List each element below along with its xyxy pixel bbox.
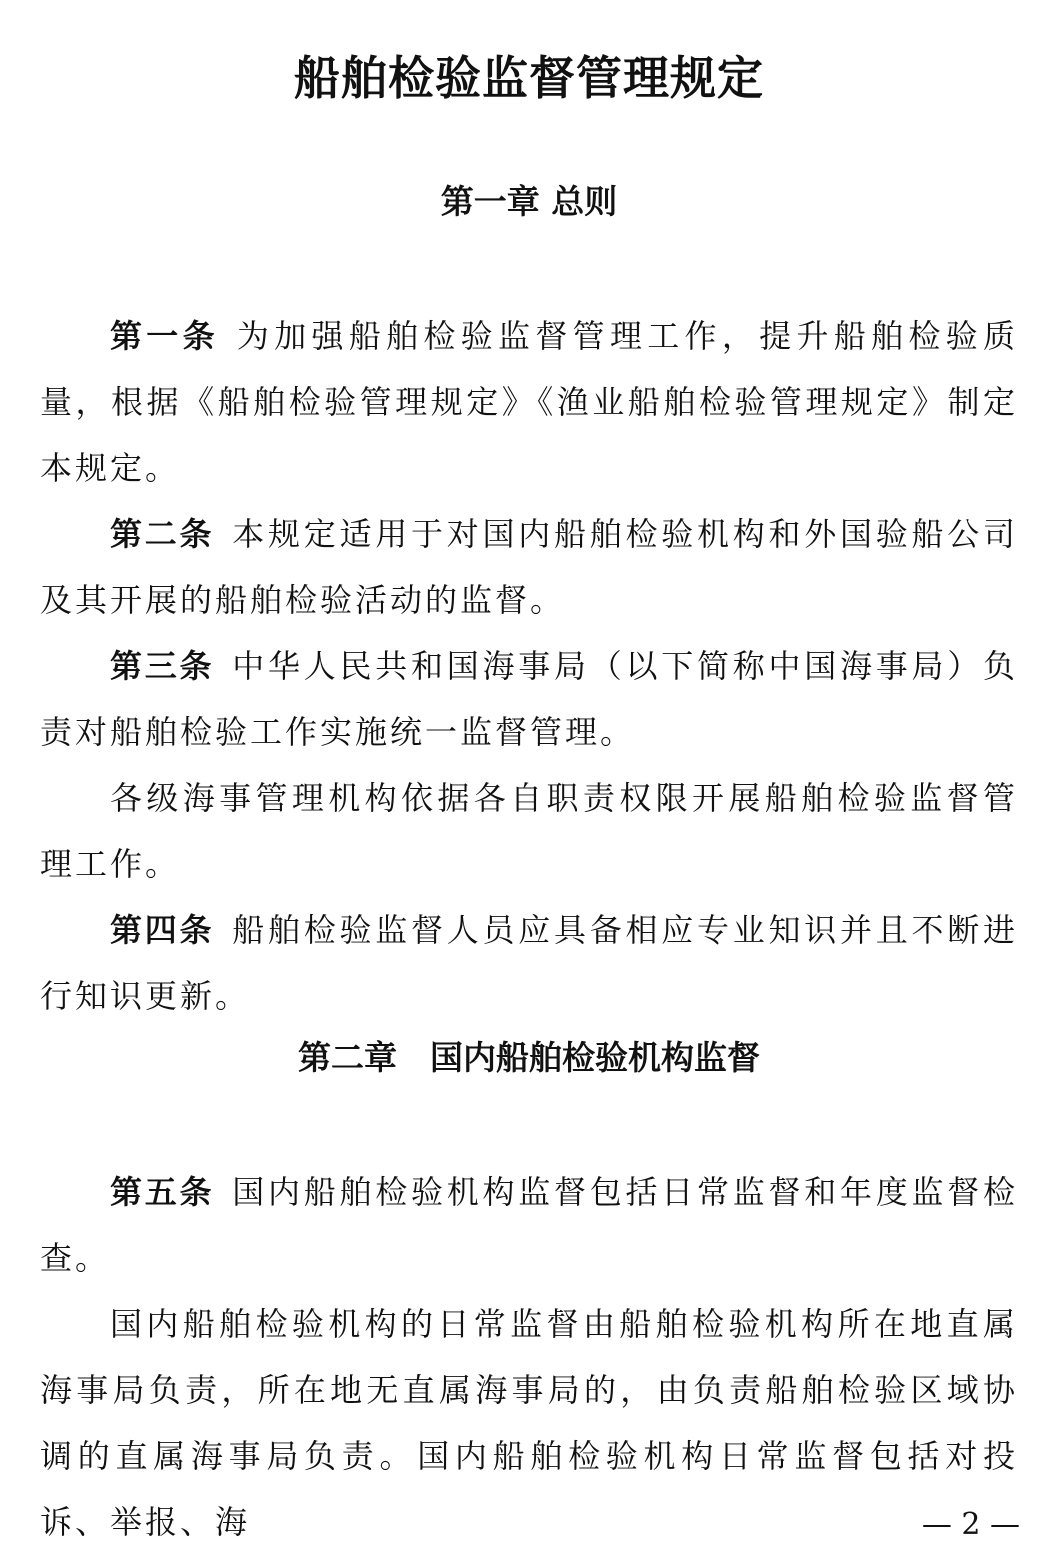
document-title: 船舶检验监督管理规定 [294,51,764,105]
article-4-label: 第四条 [110,911,215,949]
article-5 [40,1159,1018,1291]
article-2-text: 本规定适用于对国内船舶检验机构和外国验船公司及其开展的船舶检验活动的监督。 [40,515,1018,619]
article-4 [40,897,1018,1029]
article-3 [40,633,1018,765]
article-5-label: 第五条 [110,1173,215,1211]
article-3-paragraph-2-text: 各级海事管理机构依据各自职责权限开展船舶检验监督管理工作。 [40,779,1018,883]
article-2-label: 第二条 [110,515,215,553]
article-5-paragraph-2 [40,1291,1018,1555]
article-5-paragraph-2-text: 国内船舶检验机构的日常监督由船舶检验机构所在地直属海事局负责，所在地无直属海事局的，由负责船舶检验区域协调的直属海事局负责。国内船舶检验机构日常监督包括对投诉、举报、海 [40,1305,1018,1541]
article-3-text: 中华人民共和国海事局（以下简称中国海事局）负责对船舶检验工作实施统一监督管理。 [40,647,1018,751]
article-1-text: 为加强船舶检验监督管理工作，提升船舶检验质量，根据《船舶检验管理规定》《渔业船舶检验管理规定》制定本规定。 [40,317,1018,487]
chapter-2-heading: 第二章 国内船舶检验机构监督 [298,1038,760,1077]
article-4-text: 船舶检验监督人员应具备相应专业知识并且不断进行知识更新。 [40,911,1018,1015]
article-5-text: 国内船舶检验机构监督包括日常监督和年度监督检查。 [40,1173,1018,1277]
article-2 [40,501,1018,633]
article-1-label: 第一条 [110,317,219,355]
chapter-2-body [40,1159,1018,1555]
chapter-1-heading: 第一章 总则 [440,182,618,221]
article-1 [40,303,1018,501]
article-3-label: 第三条 [110,647,215,685]
article-3-paragraph-2 [40,765,1018,897]
page-number: — 2 — [921,1507,1020,1542]
chapter-1-body [40,303,1018,1029]
